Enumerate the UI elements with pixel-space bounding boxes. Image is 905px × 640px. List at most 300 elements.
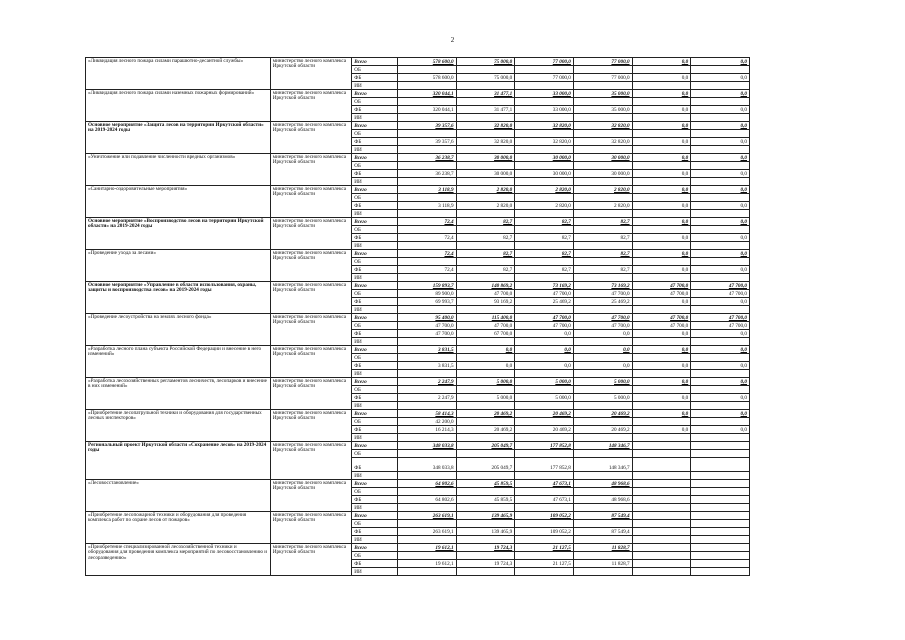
amount-cell: 5 000,0 (515, 394, 574, 402)
amount-cell: 0,0 (691, 330, 750, 338)
amount-cell (397, 146, 456, 154)
funding-source: ОБ (352, 386, 398, 394)
amount-cell: 0,0 (456, 346, 515, 354)
amount-cell: 64 802,6 (397, 496, 456, 504)
amount-cell (397, 306, 456, 314)
funding-source: ОБ (352, 98, 398, 106)
amount-cell: 30 000,0 (515, 170, 574, 178)
activity-name: «Проведение лесоустройства на землях лесного фонда» (86, 314, 271, 346)
amount-cell: 0,0 (691, 266, 750, 274)
executor: министерство лесного комплекса Иркутской области (270, 186, 352, 218)
amount-cell: 35 000,0 (573, 106, 632, 114)
funding-source: ОБ (352, 226, 398, 234)
amount-cell: 177 852,8 (515, 442, 574, 450)
amount-cell (573, 338, 632, 346)
amount-cell (515, 210, 574, 218)
amount-cell: 47 700,0 (515, 314, 574, 322)
amount-cell: 82,7 (515, 218, 574, 226)
executor: министерство лесного комплекса Иркутской области (270, 512, 352, 544)
amount-cell (632, 146, 691, 154)
amount-cell (691, 528, 750, 536)
amount-cell (456, 472, 515, 480)
amount-cell: 0,0 (691, 74, 750, 82)
amount-cell (397, 488, 456, 496)
amount-cell (573, 552, 632, 560)
amount-cell: 20 469,2 (573, 426, 632, 434)
amount-cell (397, 386, 456, 394)
amount-cell (456, 210, 515, 218)
amount-cell (691, 354, 750, 362)
amount-cell: 0,0 (691, 346, 750, 354)
amount-cell: 77 000,0 (515, 58, 574, 66)
amount-cell: 0,0 (573, 346, 632, 354)
funding-source: Всего (352, 282, 398, 290)
amount-cell (691, 210, 750, 218)
amount-cell: 0,0 (691, 426, 750, 434)
amount-cell: 263 619,1 (397, 512, 456, 520)
amount-cell: 47 700,0 (456, 322, 515, 330)
amount-cell (515, 370, 574, 378)
amount-cell (632, 434, 691, 442)
amount-cell (397, 504, 456, 512)
table-row (86, 58, 750, 66)
amount-cell: 578 600,0 (397, 58, 456, 66)
amount-cell: 0,0 (632, 218, 691, 226)
amount-cell: 67 700,0 (456, 330, 515, 338)
amount-cell (515, 130, 574, 138)
funding-source: ФБ (352, 106, 398, 114)
amount-cell (397, 472, 456, 480)
table-row (86, 282, 750, 290)
funding-source: ФБ (352, 330, 398, 338)
funding-source: ИИ (352, 370, 398, 378)
amount-cell: 0,0 (691, 138, 750, 146)
funding-source: ИИ (352, 178, 398, 186)
amount-cell: 0,0 (632, 234, 691, 242)
amount-cell: 20 469,2 (515, 410, 574, 418)
amount-cell (691, 458, 750, 472)
amount-cell: 36 238,7 (397, 154, 456, 162)
amount-cell: 21 127,5 (515, 544, 574, 552)
activity-name: «Санитарно-оздоровительные мероприятия» (86, 186, 271, 218)
amount-cell (456, 242, 515, 250)
amount-cell: 0,0 (691, 218, 750, 226)
amount-cell: 47 673,1 (515, 480, 574, 488)
amount-cell: 0,0 (691, 90, 750, 98)
amount-cell (632, 258, 691, 266)
amount-cell (573, 472, 632, 480)
amount-cell (632, 386, 691, 394)
amount-cell (573, 306, 632, 314)
table-row (86, 154, 750, 162)
table-row (86, 218, 750, 226)
amount-cell (397, 242, 456, 250)
amount-cell: 82,7 (456, 250, 515, 258)
amount-cell: 0,0 (632, 202, 691, 210)
amount-cell (691, 82, 750, 90)
amount-cell: 30 000,0 (573, 154, 632, 162)
amount-cell (691, 98, 750, 106)
amount-cell: 0,0 (691, 250, 750, 258)
amount-cell (632, 226, 691, 234)
amount-cell (691, 504, 750, 512)
amount-cell: 348 033,8 (397, 458, 456, 472)
amount-cell: 30 000,0 (573, 170, 632, 178)
amount-cell: 82,7 (456, 234, 515, 242)
amount-cell (573, 226, 632, 234)
funding-source: ИИ (352, 536, 398, 544)
funding-source: ИИ (352, 472, 398, 480)
amount-cell: 2 820,0 (573, 186, 632, 194)
amount-cell (573, 504, 632, 512)
amount-cell (456, 520, 515, 528)
amount-cell: 19 612,1 (397, 544, 456, 552)
amount-cell: 11 828,7 (573, 560, 632, 568)
amount-cell: 5 000,0 (515, 378, 574, 386)
amount-cell: 0,0 (632, 74, 691, 82)
amount-cell (573, 194, 632, 202)
amount-cell: 32 820,0 (573, 138, 632, 146)
amount-cell: 0,0 (632, 378, 691, 386)
funding-source: Всего (352, 410, 398, 418)
table-row (86, 512, 750, 520)
amount-cell: 72,4 (397, 266, 456, 274)
amount-cell: 82,7 (515, 266, 574, 274)
amount-cell (515, 450, 574, 458)
amount-cell (573, 114, 632, 122)
table-row (86, 346, 750, 354)
executor: министерство лесного комплекса Иркутской области (270, 218, 352, 250)
funding-source: ОБ (352, 290, 398, 298)
amount-cell (632, 536, 691, 544)
funding-source: ОБ (352, 258, 398, 266)
activity-name: Основное мероприятие «Воспроизводство лесов на территории Иркутской области» на 2019-2024 годы (86, 218, 271, 250)
amount-cell: 0,0 (632, 250, 691, 258)
funding-source: Всего (352, 314, 398, 322)
amount-cell: 3 831,5 (397, 346, 456, 354)
amount-cell (456, 450, 515, 458)
amount-cell: 5 000,0 (456, 394, 515, 402)
activity-name: «Ликвидация лесного пожара силами парашютно-десантной службы» (86, 58, 271, 90)
amount-cell (691, 520, 750, 528)
executor: министерство лесного комплекса Иркутской области (270, 442, 352, 480)
amount-cell (632, 114, 691, 122)
amount-cell: 0,0 (632, 154, 691, 162)
funding-source: Всего (352, 442, 398, 450)
funding-source: ОБ (352, 322, 398, 330)
amount-cell: 58 414,3 (397, 410, 456, 418)
amount-cell: 148 346,7 (573, 442, 632, 450)
executor: министерство лесного комплекса Иркутской области (270, 410, 352, 442)
executor: министерство лесного комплекса Иркутской области (270, 154, 352, 186)
funding-source: ФБ (352, 394, 398, 402)
amount-cell (515, 568, 574, 576)
amount-cell (691, 194, 750, 202)
funding-source: ИИ (352, 146, 398, 154)
funding-source: ОБ (352, 488, 398, 496)
amount-cell: 3 118,9 (397, 202, 456, 210)
funding-source: ФБ (352, 170, 398, 178)
amount-cell: 47 700,0 (573, 322, 632, 330)
amount-cell (632, 528, 691, 536)
amount-cell: 82,7 (515, 250, 574, 258)
amount-cell: 0,0 (632, 90, 691, 98)
amount-cell (397, 82, 456, 90)
amount-cell (691, 434, 750, 442)
amount-cell: 2 820,0 (515, 186, 574, 194)
amount-cell (456, 258, 515, 266)
amount-cell (632, 552, 691, 560)
amount-cell: 0,0 (573, 362, 632, 370)
amount-cell (573, 178, 632, 186)
amount-cell: 32 820,0 (573, 122, 632, 130)
amount-cell (691, 370, 750, 378)
amount-cell (632, 370, 691, 378)
amount-cell (632, 354, 691, 362)
amount-cell: 31 477,1 (456, 106, 515, 114)
amount-cell (397, 210, 456, 218)
amount-cell: 0,0 (691, 170, 750, 178)
amount-cell (515, 162, 574, 170)
amount-cell: 82,7 (573, 234, 632, 242)
executor: министерство лесного комплекса Иркутской области (270, 480, 352, 512)
amount-cell (515, 536, 574, 544)
amount-cell (573, 520, 632, 528)
amount-cell: 109 052,2 (515, 512, 574, 520)
amount-cell: 25 469,2 (573, 298, 632, 306)
table-row (86, 250, 750, 258)
amount-cell (632, 544, 691, 552)
amount-cell (632, 402, 691, 410)
funding-source: ФБ (352, 458, 398, 472)
amount-cell (691, 496, 750, 504)
amount-cell: 45 859,5 (456, 496, 515, 504)
amount-cell: 0,0 (632, 58, 691, 66)
amount-cell: 109 052,2 (515, 528, 574, 536)
amount-cell (456, 306, 515, 314)
amount-cell (515, 274, 574, 282)
amount-cell (691, 480, 750, 488)
funding-source: ИИ (352, 242, 398, 250)
amount-cell: 39 357,6 (397, 122, 456, 130)
amount-cell: 47 700,0 (691, 314, 750, 322)
funding-source: ФБ (352, 234, 398, 242)
amount-cell (691, 66, 750, 74)
amount-cell: 0,0 (691, 154, 750, 162)
amount-cell: 177 852,8 (515, 458, 574, 472)
amount-cell (632, 512, 691, 520)
amount-cell: 16 214,3 (397, 426, 456, 434)
table-row (86, 90, 750, 98)
amount-cell: 47 700,0 (632, 290, 691, 298)
amount-cell: 82,7 (515, 234, 574, 242)
activity-name: Региональный проект Иркутской области «Сохранение лесов» на 2019-2024 годы (86, 442, 271, 480)
amount-cell (632, 450, 691, 458)
amount-cell: 3 118,9 (397, 186, 456, 194)
amount-cell: 72,4 (397, 218, 456, 226)
amount-cell (632, 480, 691, 488)
amount-cell (573, 210, 632, 218)
amount-cell (515, 178, 574, 186)
funding-source: ФБ (352, 266, 398, 274)
amount-cell: 20 469,2 (456, 410, 515, 418)
funding-source: Всего (352, 378, 398, 386)
amount-cell: 320 044,1 (397, 90, 456, 98)
amount-cell (573, 130, 632, 138)
funding-source: ИИ (352, 210, 398, 218)
funding-source: ИИ (352, 338, 398, 346)
amount-cell (515, 386, 574, 394)
funding-source: ИИ (352, 504, 398, 512)
amount-cell (397, 66, 456, 74)
amount-cell (515, 226, 574, 234)
amount-cell (632, 418, 691, 426)
amount-cell (515, 434, 574, 442)
table-row (86, 186, 750, 194)
amount-cell (632, 82, 691, 90)
funding-source: ОБ (352, 354, 398, 362)
funding-source: ИИ (352, 402, 398, 410)
amount-cell: 89 900,0 (397, 290, 456, 298)
amount-cell (397, 226, 456, 234)
amount-cell (456, 226, 515, 234)
amount-cell: 140 869,2 (456, 282, 515, 290)
amount-cell (515, 354, 574, 362)
amount-cell (573, 66, 632, 74)
amount-cell (691, 544, 750, 552)
amount-cell: 69 993,7 (397, 298, 456, 306)
amount-cell (632, 306, 691, 314)
amount-cell (456, 194, 515, 202)
amount-cell (573, 258, 632, 266)
amount-cell (691, 130, 750, 138)
funding-source: Всего (352, 512, 398, 520)
amount-cell (573, 568, 632, 576)
amount-cell (573, 162, 632, 170)
funding-source: ОБ (352, 194, 398, 202)
amount-cell: 93 169,2 (456, 298, 515, 306)
funding-source: Всего (352, 250, 398, 258)
amount-cell: 0,0 (632, 122, 691, 130)
funding-source: ФБ (352, 496, 398, 504)
amount-cell (456, 146, 515, 154)
amount-cell: 0,0 (573, 330, 632, 338)
amount-cell (691, 338, 750, 346)
amount-cell: 0,0 (691, 394, 750, 402)
amount-cell (691, 418, 750, 426)
amount-cell: 0,0 (456, 362, 515, 370)
amount-cell: 0,0 (691, 234, 750, 242)
amount-cell (515, 258, 574, 266)
amount-cell (632, 274, 691, 282)
amount-cell (691, 450, 750, 458)
amount-cell (397, 258, 456, 266)
amount-cell: 47 700,0 (632, 322, 691, 330)
amount-cell (632, 504, 691, 512)
activity-name: Основное мероприятие «Управление в области использования, охраны, защиты и воспроизводства лесов» на 2019-2024 годы (86, 282, 271, 314)
amount-cell (573, 82, 632, 90)
funding-source: Всего (352, 218, 398, 226)
amount-cell: 0,0 (691, 186, 750, 194)
amount-cell: 0,0 (691, 298, 750, 306)
amount-cell (456, 82, 515, 90)
amount-cell: 33 000,0 (515, 90, 574, 98)
amount-cell: 33 000,0 (515, 106, 574, 114)
table-row (86, 378, 750, 386)
amount-cell: 45 859,5 (456, 480, 515, 488)
amount-cell (632, 568, 691, 576)
amount-cell (456, 402, 515, 410)
amount-cell: 2 820,0 (515, 202, 574, 210)
amount-cell (691, 274, 750, 282)
executor: министерство лесного комплекса Иркутской области (270, 58, 352, 90)
amount-cell: 47 700,0 (573, 314, 632, 322)
activity-name: «Приобретение лесопатрульной техники и оборудования для государственных лесных инспекторов» (86, 410, 271, 442)
funding-source: ОБ (352, 162, 398, 170)
funding-source: Всего (352, 90, 398, 98)
budget-table (85, 57, 750, 576)
funding-source: ФБ (352, 138, 398, 146)
activity-name: «Уничтожение или подавление численности вредных организмов» (86, 154, 271, 186)
amount-cell (397, 434, 456, 442)
amount-cell (573, 402, 632, 410)
amount-cell: 82,7 (456, 218, 515, 226)
amount-cell (456, 130, 515, 138)
amount-cell: 32 820,0 (515, 138, 574, 146)
amount-cell (632, 472, 691, 480)
funding-source: Всего (352, 58, 398, 66)
amount-cell: 36 238,7 (397, 170, 456, 178)
amount-cell: 148 346,7 (573, 458, 632, 472)
amount-cell (691, 226, 750, 234)
amount-cell: 39 357,6 (397, 138, 456, 146)
amount-cell: 0,0 (632, 298, 691, 306)
amount-cell: 77 000,0 (573, 74, 632, 82)
amount-cell (632, 162, 691, 170)
activity-name: Основное мероприятие «Защита лесов на территории Иркутской области» на 2019-2024 годы (86, 122, 271, 154)
amount-cell (456, 552, 515, 560)
amount-cell (456, 370, 515, 378)
amount-cell (632, 98, 691, 106)
amount-cell: 5 000,0 (456, 378, 515, 386)
amount-cell (515, 472, 574, 480)
amount-cell (515, 402, 574, 410)
amount-cell (515, 194, 574, 202)
amount-cell (632, 210, 691, 218)
amount-cell (397, 450, 456, 458)
amount-cell: 47 700,0 (691, 290, 750, 298)
amount-cell: 2 247,9 (397, 378, 456, 386)
amount-cell: 47 700,0 (515, 322, 574, 330)
funding-source: ФБ (352, 560, 398, 568)
amount-cell (573, 434, 632, 442)
amount-cell: 0,0 (691, 378, 750, 386)
amount-cell (456, 488, 515, 496)
amount-cell: 32 820,0 (515, 122, 574, 130)
amount-cell: 0,0 (632, 330, 691, 338)
executor: министерство лесного комплекса Иркутской области (270, 378, 352, 410)
funding-source: Всего (352, 154, 398, 162)
amount-cell: 19 724,3 (456, 544, 515, 552)
amount-cell (632, 442, 691, 450)
amount-cell (632, 520, 691, 528)
amount-cell (515, 418, 574, 426)
amount-cell (456, 98, 515, 106)
amount-cell: 95 400,0 (397, 314, 456, 322)
amount-cell (397, 536, 456, 544)
amount-cell: 2 820,0 (573, 202, 632, 210)
amount-cell (632, 496, 691, 504)
